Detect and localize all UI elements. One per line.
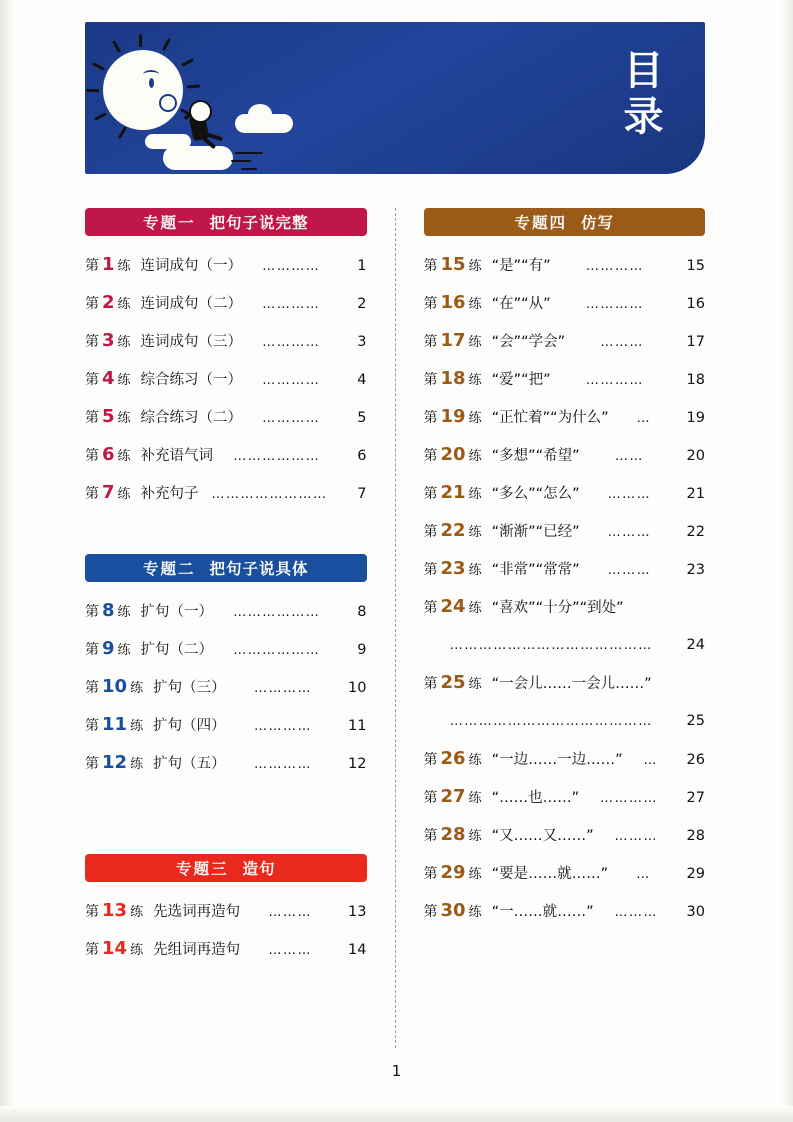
lesson-label	[424, 360, 482, 400]
lesson-label	[85, 436, 131, 476]
toc-entry[interactable]	[85, 892, 367, 930]
lesson-number: 25	[440, 672, 466, 693]
lesson-number: 16	[440, 292, 466, 313]
lesson-prefix: 第	[423, 334, 438, 350]
entry-page: 5	[357, 410, 367, 426]
lesson-prefix: 第	[423, 752, 438, 768]
lesson-prefix: 第	[423, 296, 438, 312]
lesson-number: 17	[440, 330, 466, 351]
lesson-number: 24	[440, 596, 466, 617]
lesson-suffix: 练	[468, 829, 482, 844]
leader-dots: ………………	[233, 605, 321, 620]
entry-page: 22	[686, 524, 705, 540]
lesson-suffix: 练	[117, 643, 131, 658]
entry-title: 先选词再造句	[153, 904, 241, 920]
toc-entry[interactable]	[424, 740, 706, 778]
entry-page: 10	[348, 680, 367, 696]
entry-title: 连词成句（一）	[140, 258, 243, 274]
lesson-prefix: 第	[85, 642, 99, 658]
lesson-label	[85, 284, 131, 324]
entry-title: “正忙着”“为什么”	[491, 410, 609, 426]
entry-page: 7	[357, 486, 367, 502]
entry-page: 21	[686, 486, 705, 502]
entry-title: 补充语气词	[140, 448, 214, 464]
entry-title: 扩句（一）	[140, 604, 214, 620]
entry-page: 4	[357, 372, 367, 388]
lesson-label	[85, 744, 143, 784]
toc-entry[interactable]	[85, 630, 367, 668]
toc-entry[interactable]	[424, 360, 706, 398]
lesson-prefix: 第	[423, 828, 438, 844]
toc-entry[interactable]	[85, 398, 367, 436]
lesson-prefix: 第	[423, 486, 438, 502]
entry-page: 13	[348, 904, 367, 920]
toc-entry[interactable]	[85, 706, 367, 744]
lesson-number: 13	[102, 900, 128, 921]
lesson-suffix: 练	[468, 297, 482, 312]
entry-title: 扩句（二）	[140, 642, 214, 658]
section-1-name: 专题一	[142, 214, 196, 232]
lesson-suffix: 练	[117, 335, 131, 350]
lesson-suffix: 练	[468, 373, 482, 388]
lesson-prefix: 第	[423, 676, 438, 692]
lesson-suffix: 练	[468, 791, 482, 806]
lesson-prefix: 第	[85, 604, 99, 620]
toc-entry[interactable]	[424, 322, 706, 360]
toc-entry[interactable]	[424, 284, 706, 322]
lesson-number: 9	[102, 638, 115, 659]
lesson-prefix: 第	[423, 562, 438, 578]
lesson-number: 18	[440, 368, 466, 389]
entry-page: 14	[348, 942, 367, 958]
lesson-prefix: 第	[85, 942, 99, 958]
lesson-prefix: 第	[85, 486, 99, 502]
entry-title: “一边……一边……”	[491, 752, 623, 768]
lesson-prefix: 第	[85, 448, 99, 464]
toc-entry[interactable]	[85, 744, 367, 782]
toc-entry-continuation	[424, 702, 706, 740]
entry-title: “非常”“常常”	[491, 562, 580, 578]
lesson-number: 14	[102, 938, 128, 959]
entry-title: 连词成句（三）	[140, 334, 243, 350]
toc-entry[interactable]	[85, 930, 367, 968]
entry-title: “……也……”	[491, 790, 580, 806]
leader-dots: …	[643, 753, 659, 768]
entry-page: 27	[686, 790, 705, 806]
lesson-label	[424, 512, 482, 552]
lesson-suffix: 练	[130, 905, 144, 920]
entry-page: 23	[686, 562, 705, 578]
lesson-prefix: 第	[85, 372, 99, 388]
lesson-suffix: 练	[468, 905, 482, 920]
lesson-suffix: 练	[468, 563, 482, 578]
leader-dots: …	[636, 867, 651, 882]
lesson-suffix: 练	[117, 605, 131, 620]
lesson-suffix: 练	[468, 677, 482, 692]
entry-title: 扩句（五）	[153, 756, 226, 772]
leader-dots: …………	[585, 297, 644, 312]
lesson-suffix: 练	[468, 867, 482, 882]
section-3-subtitle: 造句	[242, 860, 276, 878]
entry-page: 20	[686, 448, 705, 464]
entry-page: 15	[686, 258, 705, 274]
lesson-label	[424, 778, 482, 818]
lesson-suffix: 练	[468, 525, 482, 540]
lesson-suffix: 练	[468, 753, 482, 768]
lesson-number: 20	[440, 444, 466, 465]
lesson-label	[85, 892, 143, 932]
entry-title: “喜欢”“十分”“到处”	[491, 600, 624, 616]
leader-dots: ……………………………………	[449, 638, 653, 653]
toc-entry[interactable]	[424, 474, 706, 512]
lesson-suffix: 练	[117, 449, 131, 464]
toc-entry[interactable]	[424, 550, 706, 588]
entry-page: 19	[686, 410, 705, 426]
scan-edge-left	[0, 0, 14, 1122]
lesson-label	[424, 246, 482, 286]
entry-page: 17	[686, 334, 705, 350]
section-3-name: 专题三	[175, 860, 229, 878]
toc-entry[interactable]	[85, 668, 367, 706]
toc-entry[interactable]	[424, 512, 706, 550]
lesson-label	[85, 360, 131, 400]
lesson-prefix: 第	[423, 904, 438, 920]
lesson-number: 29	[440, 862, 466, 883]
lesson-number: 12	[102, 752, 128, 773]
lesson-label	[85, 474, 131, 514]
lesson-label	[424, 474, 482, 514]
lesson-label	[424, 664, 482, 704]
lesson-prefix: 第	[423, 410, 438, 426]
lesson-label	[424, 550, 482, 590]
lesson-label	[424, 740, 482, 780]
entry-page: 11	[348, 718, 367, 734]
lesson-label	[85, 668, 143, 708]
entry-title: “一会儿……一会儿……”	[491, 676, 652, 692]
entry-title: “在”“从”	[491, 296, 551, 312]
lesson-label	[85, 246, 131, 286]
section-header-2	[85, 554, 367, 582]
lesson-suffix: 练	[468, 259, 482, 274]
lesson-number: 28	[440, 824, 466, 845]
entry-page: 6	[357, 448, 367, 464]
toc-entry[interactable]	[85, 246, 367, 284]
lesson-label	[424, 588, 482, 628]
toc-entry[interactable]	[424, 588, 706, 626]
leader-dots: …………	[585, 259, 644, 274]
entry-title: “多想”“希望”	[491, 448, 580, 464]
section-2-name: 专题二	[142, 560, 196, 578]
lesson-number: 11	[102, 714, 128, 735]
lesson-prefix: 第	[85, 904, 99, 920]
leader-dots: ………	[607, 487, 652, 502]
lesson-number: 23	[440, 558, 466, 579]
lesson-suffix: 练	[468, 449, 482, 464]
lesson-label	[424, 816, 482, 856]
leader-dots: …………	[254, 719, 313, 734]
section-header-4	[424, 208, 706, 236]
lesson-label	[424, 854, 482, 894]
leader-dots: …………	[262, 259, 321, 274]
lesson-label	[424, 284, 482, 324]
leader-dots: …………	[262, 297, 321, 312]
leader-dots: ………	[607, 525, 652, 540]
entry-title: 扩句（三）	[153, 680, 226, 696]
leader-dots: ……	[614, 449, 644, 464]
lesson-number: 10	[102, 676, 128, 697]
toc-entry[interactable]	[424, 816, 706, 854]
lesson-number: 8	[102, 600, 115, 621]
lesson-suffix: 练	[468, 487, 482, 502]
leader-dots: ………	[600, 335, 644, 350]
lesson-suffix: 练	[130, 681, 144, 696]
leader-dots: …………	[585, 373, 644, 388]
entry-title: “又……又……”	[491, 828, 594, 844]
toc-entry-continuation	[424, 626, 706, 664]
leader-dots: …………	[254, 681, 313, 696]
toc-entry[interactable]	[85, 592, 367, 630]
entry-page: 24	[686, 637, 705, 653]
entry-page: 1	[357, 258, 367, 274]
leader-dots: ……………………………………	[449, 714, 653, 729]
leader-dots: ……………………	[211, 487, 328, 502]
toc-entry[interactable]	[85, 284, 367, 322]
leader-dots: ………	[607, 563, 652, 578]
entry-title: 连词成句（二）	[140, 296, 243, 312]
lesson-number: 7	[102, 482, 115, 503]
toc-entry[interactable]	[85, 360, 367, 398]
entry-title: 先组词再造句	[153, 942, 241, 958]
section-2-subtitle: 把句子说具体	[209, 560, 309, 578]
entry-page: 2	[357, 296, 367, 312]
lesson-number: 1	[102, 254, 115, 275]
entry-title: 补充句子	[140, 486, 199, 502]
lesson-label	[85, 630, 131, 670]
lesson-prefix: 第	[423, 372, 438, 388]
leader-dots: ………………	[233, 449, 321, 464]
section-1-subtitle: 把句子说完整	[209, 214, 309, 232]
toc-entry[interactable]	[85, 474, 367, 512]
contents-column-left	[85, 208, 385, 1058]
lesson-number: 27	[440, 786, 466, 807]
cloud-icon	[235, 114, 293, 133]
lesson-suffix: 练	[130, 757, 144, 772]
leader-dots: …………	[262, 411, 321, 426]
lesson-number: 6	[102, 444, 115, 465]
lesson-suffix: 练	[130, 719, 144, 734]
leader-dots: …………	[262, 373, 321, 388]
lesson-prefix: 第	[423, 866, 438, 882]
lesson-label	[85, 322, 131, 362]
lesson-suffix: 练	[117, 297, 131, 312]
leader-dots: ………	[268, 905, 313, 920]
entry-title: “爱”“把”	[491, 372, 551, 388]
lesson-number: 15	[440, 254, 466, 275]
page-title	[617, 48, 671, 140]
lesson-number: 4	[102, 368, 115, 389]
entry-title: 扩句（四）	[153, 718, 226, 734]
entry-title: “渐渐”“已经”	[491, 524, 580, 540]
lesson-suffix: 练	[117, 487, 131, 502]
lesson-suffix: 练	[117, 411, 131, 426]
entry-title: “会”“学会”	[491, 334, 566, 350]
entry-title: “一……就……”	[491, 904, 594, 920]
lesson-prefix: 第	[85, 334, 99, 350]
entry-title: “多么”“怎么”	[491, 486, 580, 502]
toc-entry[interactable]	[424, 246, 706, 284]
contents-columns	[85, 208, 705, 1058]
toc-entry[interactable]	[85, 322, 367, 360]
lesson-number: 2	[102, 292, 115, 313]
lesson-number: 26	[440, 748, 466, 769]
folio-page-number: 1	[391, 1062, 402, 1080]
lesson-prefix: 第	[85, 410, 99, 426]
lesson-number: 19	[440, 406, 466, 427]
toc-entry[interactable]	[424, 778, 706, 816]
lesson-prefix: 第	[423, 524, 438, 540]
entry-title: “要是……就……”	[491, 866, 609, 882]
leader-dots: ………	[614, 905, 659, 920]
lesson-label	[85, 592, 131, 632]
lesson-suffix: 练	[468, 601, 482, 616]
entry-page: 3	[357, 334, 367, 350]
lesson-label	[85, 398, 131, 438]
moon-icon	[103, 50, 183, 130]
page-title-char-1: 目	[623, 48, 665, 94]
toc-entry[interactable]	[424, 854, 706, 892]
entry-title: 综合练习（二）	[140, 410, 243, 426]
lesson-number: 21	[440, 482, 466, 503]
lesson-prefix: 第	[85, 718, 99, 734]
section-header-1	[85, 208, 367, 236]
lesson-number: 22	[440, 520, 466, 541]
leader-dots: …	[636, 411, 652, 426]
lesson-label	[85, 706, 143, 746]
lesson-number: 3	[102, 330, 115, 351]
lesson-suffix: 练	[117, 259, 131, 274]
toc-entry[interactable]	[424, 436, 706, 474]
lesson-suffix: 练	[468, 335, 482, 350]
leader-dots: ………	[614, 829, 659, 844]
scan-edge-right	[781, 0, 793, 1122]
lesson-prefix: 第	[85, 680, 99, 696]
entry-page: 9	[357, 642, 367, 658]
lesson-label	[424, 892, 482, 932]
lesson-prefix: 第	[423, 258, 438, 274]
lesson-prefix: 第	[85, 258, 99, 274]
leader-dots: …………	[600, 791, 659, 806]
section-4-name: 专题四	[514, 214, 567, 232]
lesson-number: 5	[102, 406, 115, 427]
lesson-number: 30	[440, 900, 466, 921]
leader-dots: …………	[254, 757, 313, 772]
entry-page: 18	[686, 372, 705, 388]
cloud-icon-large	[163, 146, 233, 170]
lesson-suffix: 练	[468, 411, 482, 426]
lesson-prefix: 第	[423, 600, 438, 616]
child-icon-head	[189, 100, 212, 123]
entry-page: 30	[686, 904, 705, 920]
lesson-label	[85, 930, 143, 970]
lesson-prefix: 第	[85, 296, 99, 312]
lesson-suffix: 练	[130, 943, 144, 958]
lesson-label	[424, 436, 482, 476]
section-4-subtitle: 仿写	[581, 214, 615, 232]
lesson-suffix: 练	[117, 373, 131, 388]
column-divider	[395, 208, 396, 1048]
lesson-label	[424, 398, 482, 438]
page-title-char-2: 录	[623, 94, 665, 140]
entry-page: 12	[348, 756, 367, 772]
entry-title: 综合练习（一）	[140, 372, 243, 388]
contents-column-right	[406, 208, 706, 1058]
leader-dots: ………	[268, 943, 313, 958]
lesson-prefix: 第	[423, 790, 438, 806]
toc-entry[interactable]	[424, 398, 706, 436]
toc-entry[interactable]	[85, 436, 367, 474]
entry-page: 29	[686, 866, 705, 882]
lesson-prefix: 第	[423, 448, 438, 464]
toc-entry[interactable]	[424, 892, 706, 930]
lesson-label	[424, 322, 482, 362]
entry-page: 16	[686, 296, 705, 312]
scan-edge-bottom	[0, 1106, 793, 1122]
toc-entry[interactable]	[424, 664, 706, 702]
entry-page: 26	[686, 752, 705, 768]
entry-title: “是”“有”	[491, 258, 551, 274]
lesson-prefix: 第	[85, 756, 99, 772]
contents-banner	[85, 22, 705, 174]
leader-dots: ………………	[233, 643, 321, 658]
entry-page: 28	[686, 828, 705, 844]
leader-dots: …………	[262, 335, 321, 350]
section-header-3	[85, 854, 367, 882]
entry-page: 25	[686, 713, 705, 729]
entry-page: 8	[357, 604, 367, 620]
